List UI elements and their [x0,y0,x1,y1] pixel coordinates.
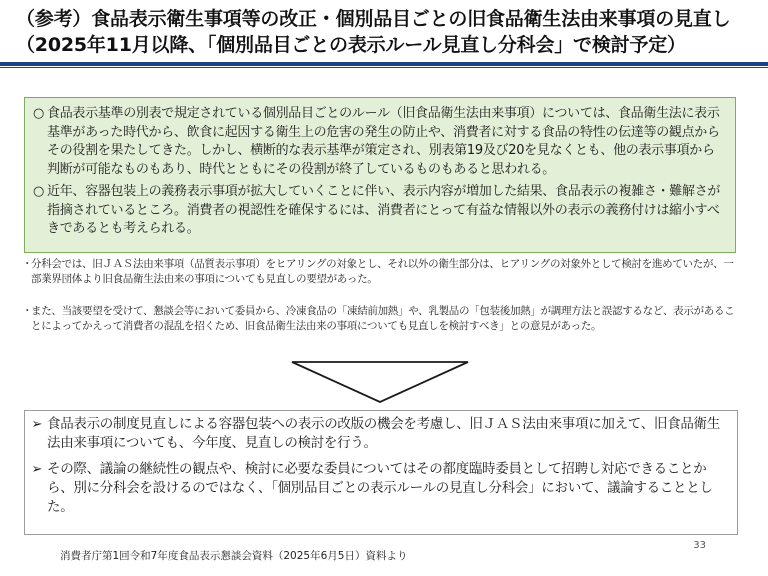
page-number: 33 [693,540,706,551]
note-item [22,304,740,333]
title-divider-thin [0,67,768,68]
conclusion-paragraph [27,415,731,453]
note-text: また、当該要望を受けて、懇談会等において委員から、冷凍食品の「凍結前加熱」や、乳製品の「包装後加熱」が調理方法と誤認するなど、表示があることによってかえって消費者の混乱を招くため、旧食品衛生法由来の事項についても見直しを検討すべき」との意見があった。 [31,305,735,332]
dot-bullet-icon: ・ [22,258,33,270]
conclusion-text: 食品表示の制度見直しによる容器包装への表示の改版の機会を考慮し、旧ＪＡＳ法由来事項に加えて、旧食品衛生法由来事項についても、今年度、見直しの検討を行う。 [47,416,720,451]
slide-title: （参考）食品表示衛生事項等の改正・個別品目ごとの旧食品衛生法由来事項の見直し（2025年11月以降、「個別品目ごとの表示ルール見直し分科会」で検討予定） [16,8,731,56]
summary-text: 近年、容器包装上の義務表示事項が拡大していくことに伴い、表示内容が増加した結果、食品表示の複雑さ・難解さが指摘されているところ。消費者の視認性を確保するには、消費者にとって有益な情報以外の表示の義務付けは縮小すべきであるとも考えられる。 [47,184,721,236]
note-text: 分科会では、旧ＪＡＳ法由来事項（品質表示事項）をヒアリングの対象とし、それ以外の衛生部分は、ヒアリングの対象外として検討を進めていたが、一部業界団体より旧食品衛生法由来の事項についても見直しの要望があった。 [31,258,734,285]
summary-paragraph [33,105,727,179]
arrow-bullet-icon: ➢ [31,462,43,477]
circle-bullet-icon: ○ [33,184,45,199]
arrow-bullet-icon: ➢ [31,417,43,432]
circle-bullet-icon: ○ [33,106,45,121]
title-divider [0,62,768,66]
dot-bullet-icon: ・ [22,305,33,317]
conclusion-text: その際、議論の継続性の観点や、検討に必要な委員についてはその都度臨時委員として招聘し対応できることから、別に分科会を設けるのではなく、「個別品目ごとの表示ルールの見直し分科会」において、議論することとした。 [47,461,713,515]
source-footnote: 消費者庁第1回令和7年度食品表示懇談会資料（2025年6月5日）資料より [60,550,408,562]
conclusion-box [24,410,738,535]
background-summary-box [24,97,736,253]
summary-paragraph [33,183,727,239]
note-item [22,257,740,286]
down-arrow-icon [290,360,470,404]
conclusion-paragraph [27,460,731,517]
summary-text: 食品表示基準の別表で規定されている個別品目ごとのルール（旧食品衛生法由来事項）については、食品衛生法に表示基準があった時代から、飲食に起因する衛生上の危害の発生の防止や、消費者に対する食品の特性の伝達等の観点からその役割を果たしてきた。しかし、横断的な表示基準が策定され、別表第19及び20を見なくとも、他の表示事項から判断が可能なものもあり、時代とともにその役割が終了しているものもあると思われる。 [47,106,720,177]
